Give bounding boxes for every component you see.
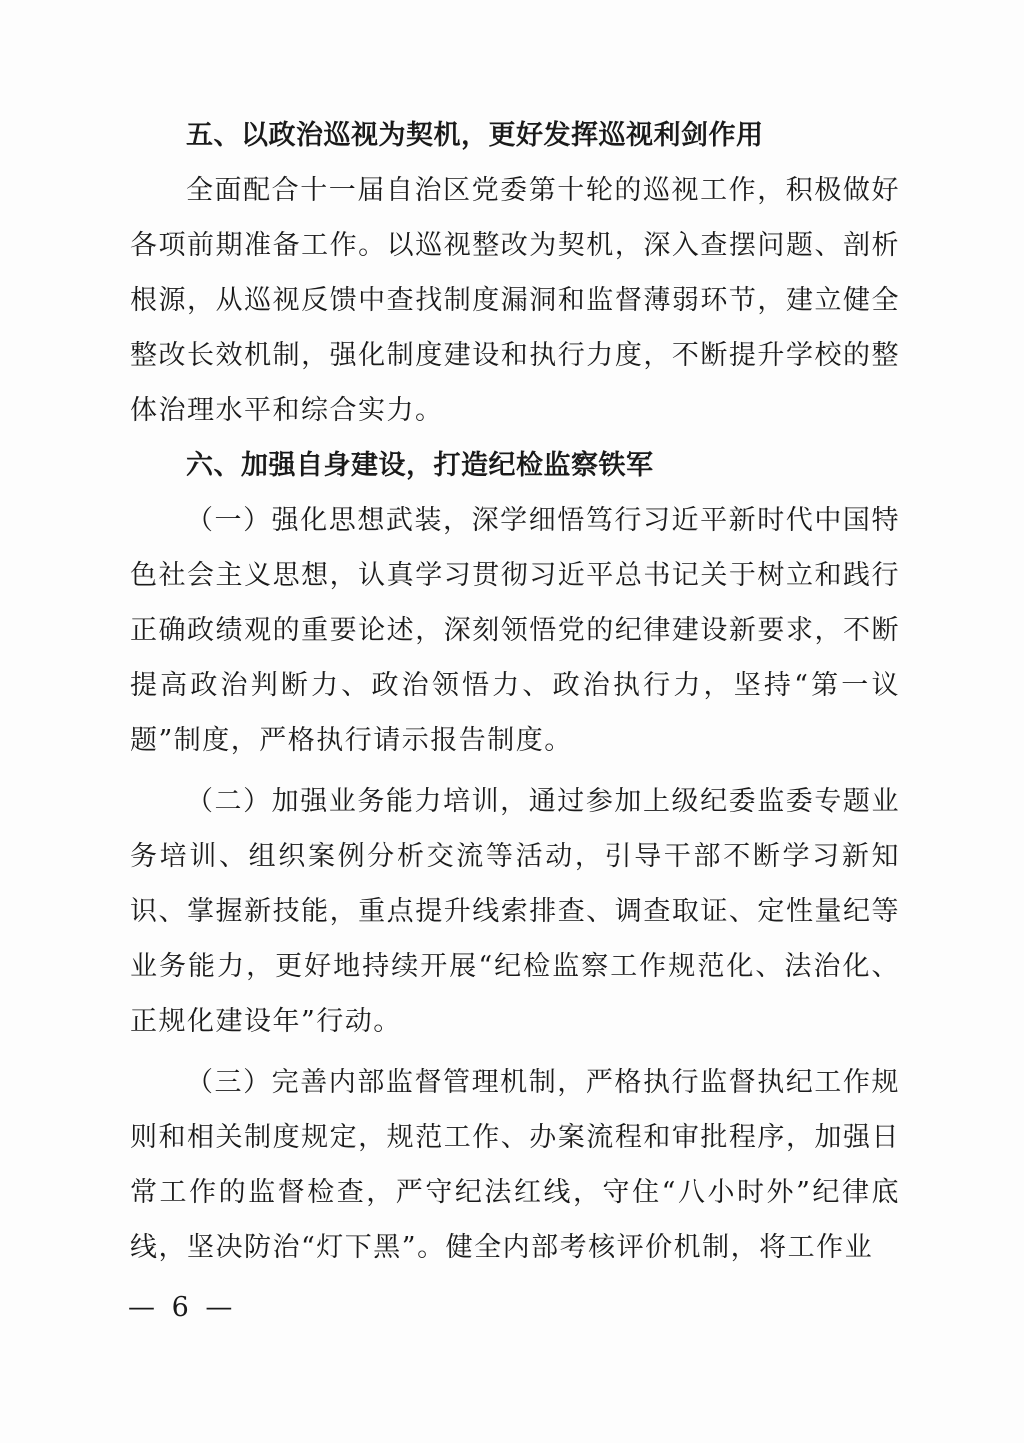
section-six-item-1: （一）强化思想武装，深学细悟笃行习近平新时代中国特色社会主义思想，认真学习贯彻习近平总书记关于树立和践行正确政绩观的重要论述，深刻领悟党的纪律建设新要求，不断提高政治判断力、政治领悟力、政治执行力，坚持“第一议题”制度，严格执行请示报告制度。 bbox=[130, 505, 900, 756]
section-six-heading: 六、加强自身建设，打造纪检监察铁军 bbox=[186, 450, 654, 481]
page-number: — 6 — bbox=[128, 1292, 237, 1323]
section-five-heading: 五、以政治巡视为契机，更好发挥巡视利剑作用 bbox=[186, 120, 764, 151]
section-six-item-2: （二）加强业务能力培训，通过参加上级纪委监委专题业务培训、组织案例分析交流等活动，引导干部不断学习新知识、掌握新技能，重点提升线索排查、调查取证、定性量纪等业务能力，更好地持续开展“纪检监察工作规范化、法治化、正规化建设年”行动。 bbox=[130, 786, 900, 1037]
section-five-paragraph: 全面配合十一届自治区党委第十轮的巡视工作，积极做好各项前期准备工作。以巡视整改为契机，深入查摆问题、剖析根源，从巡视反馈中查找制度漏洞和监督薄弱环节，建立健全整改长效机制，强化制度建设和执行力度，不断提升学校的整体治理水平和综合实力。 bbox=[130, 175, 900, 426]
document-body bbox=[130, 108, 900, 1275]
section-six-item-3: （三）完善内部监督管理机制，严格执行监督执纪工作规则和相关制度规定，规范工作、办案流程和审批程序，加强日常工作的监督检查，严守纪法红线，守住“八小时外”纪律底线，坚决防治“灯下黑”。健全内部考核评价机制，将工作业 bbox=[130, 1067, 900, 1263]
